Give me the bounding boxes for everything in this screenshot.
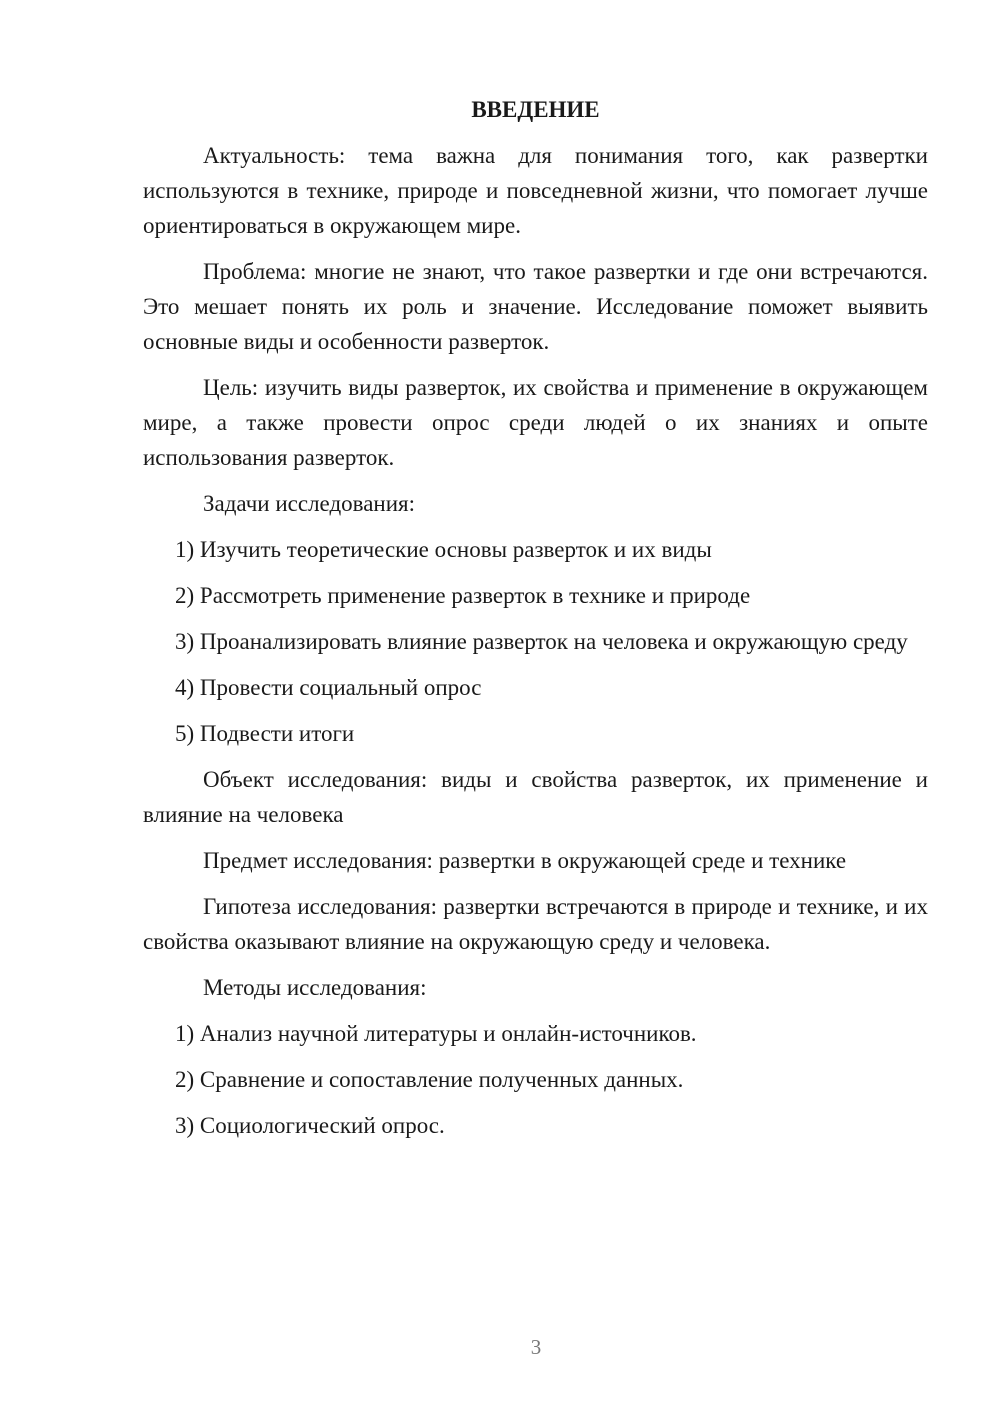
paragraph-relevance: Актуальность: тема важна для понимания того, как развертки используются в технике, природе и повседневной жизни, что помогает лучше ориентироваться в окружающем мире. bbox=[143, 143, 928, 238]
method-item-1: 1) Анализ научной литературы и онлайн-источников. bbox=[175, 1021, 697, 1046]
paragraph-hypothesis: Гипотеза исследования: развертки встречаются в природе и технике, и их свойства оказывают влияние на окружающую среду и человека. bbox=[143, 894, 928, 954]
task-item-3: 3) Проанализировать влияние разверток на человека и окружающую среду bbox=[175, 629, 908, 654]
page-number: 3 bbox=[530, 1335, 542, 1359]
section-title: ВВЕДЕНИЕ bbox=[471, 97, 600, 122]
methods-heading: Методы исследования: bbox=[203, 975, 427, 1000]
paragraph-subject: Предмет исследования: развертки в окружающей среде и технике bbox=[203, 848, 847, 873]
task-item-5: 5) Подвести итоги bbox=[175, 721, 355, 746]
paragraph-goal: Цель: изучить виды разверток, их свойства и применение в окружающем мире, а также провести опрос среди людей о их знаниях и опыте использования разверток. bbox=[143, 375, 928, 470]
task-item-2: 2) Рассмотреть применение разверток в технике и природе bbox=[175, 583, 751, 608]
page-content bbox=[143, 92, 928, 1154]
method-item-3: 3) Социологический опрос. bbox=[175, 1113, 445, 1138]
paragraph-problem: Проблема: многие не знают, что такое развертки и где они встречаются. Это мешает понять их роль и значение. Исследование поможет выявить основные виды и особенности разверток. bbox=[143, 259, 928, 354]
paragraph-object: Объект исследования: виды и свойства разверток, их применение и влияние на человека bbox=[143, 767, 928, 827]
method-item-2: 2) Сравнение и сопоставление полученных данных. bbox=[175, 1067, 684, 1092]
tasks-heading: Задачи исследования: bbox=[203, 491, 416, 516]
task-item-4: 4) Провести социальный опрос bbox=[175, 675, 482, 700]
task-item-1: 1) Изучить теоретические основы разверток и их виды bbox=[175, 537, 712, 562]
